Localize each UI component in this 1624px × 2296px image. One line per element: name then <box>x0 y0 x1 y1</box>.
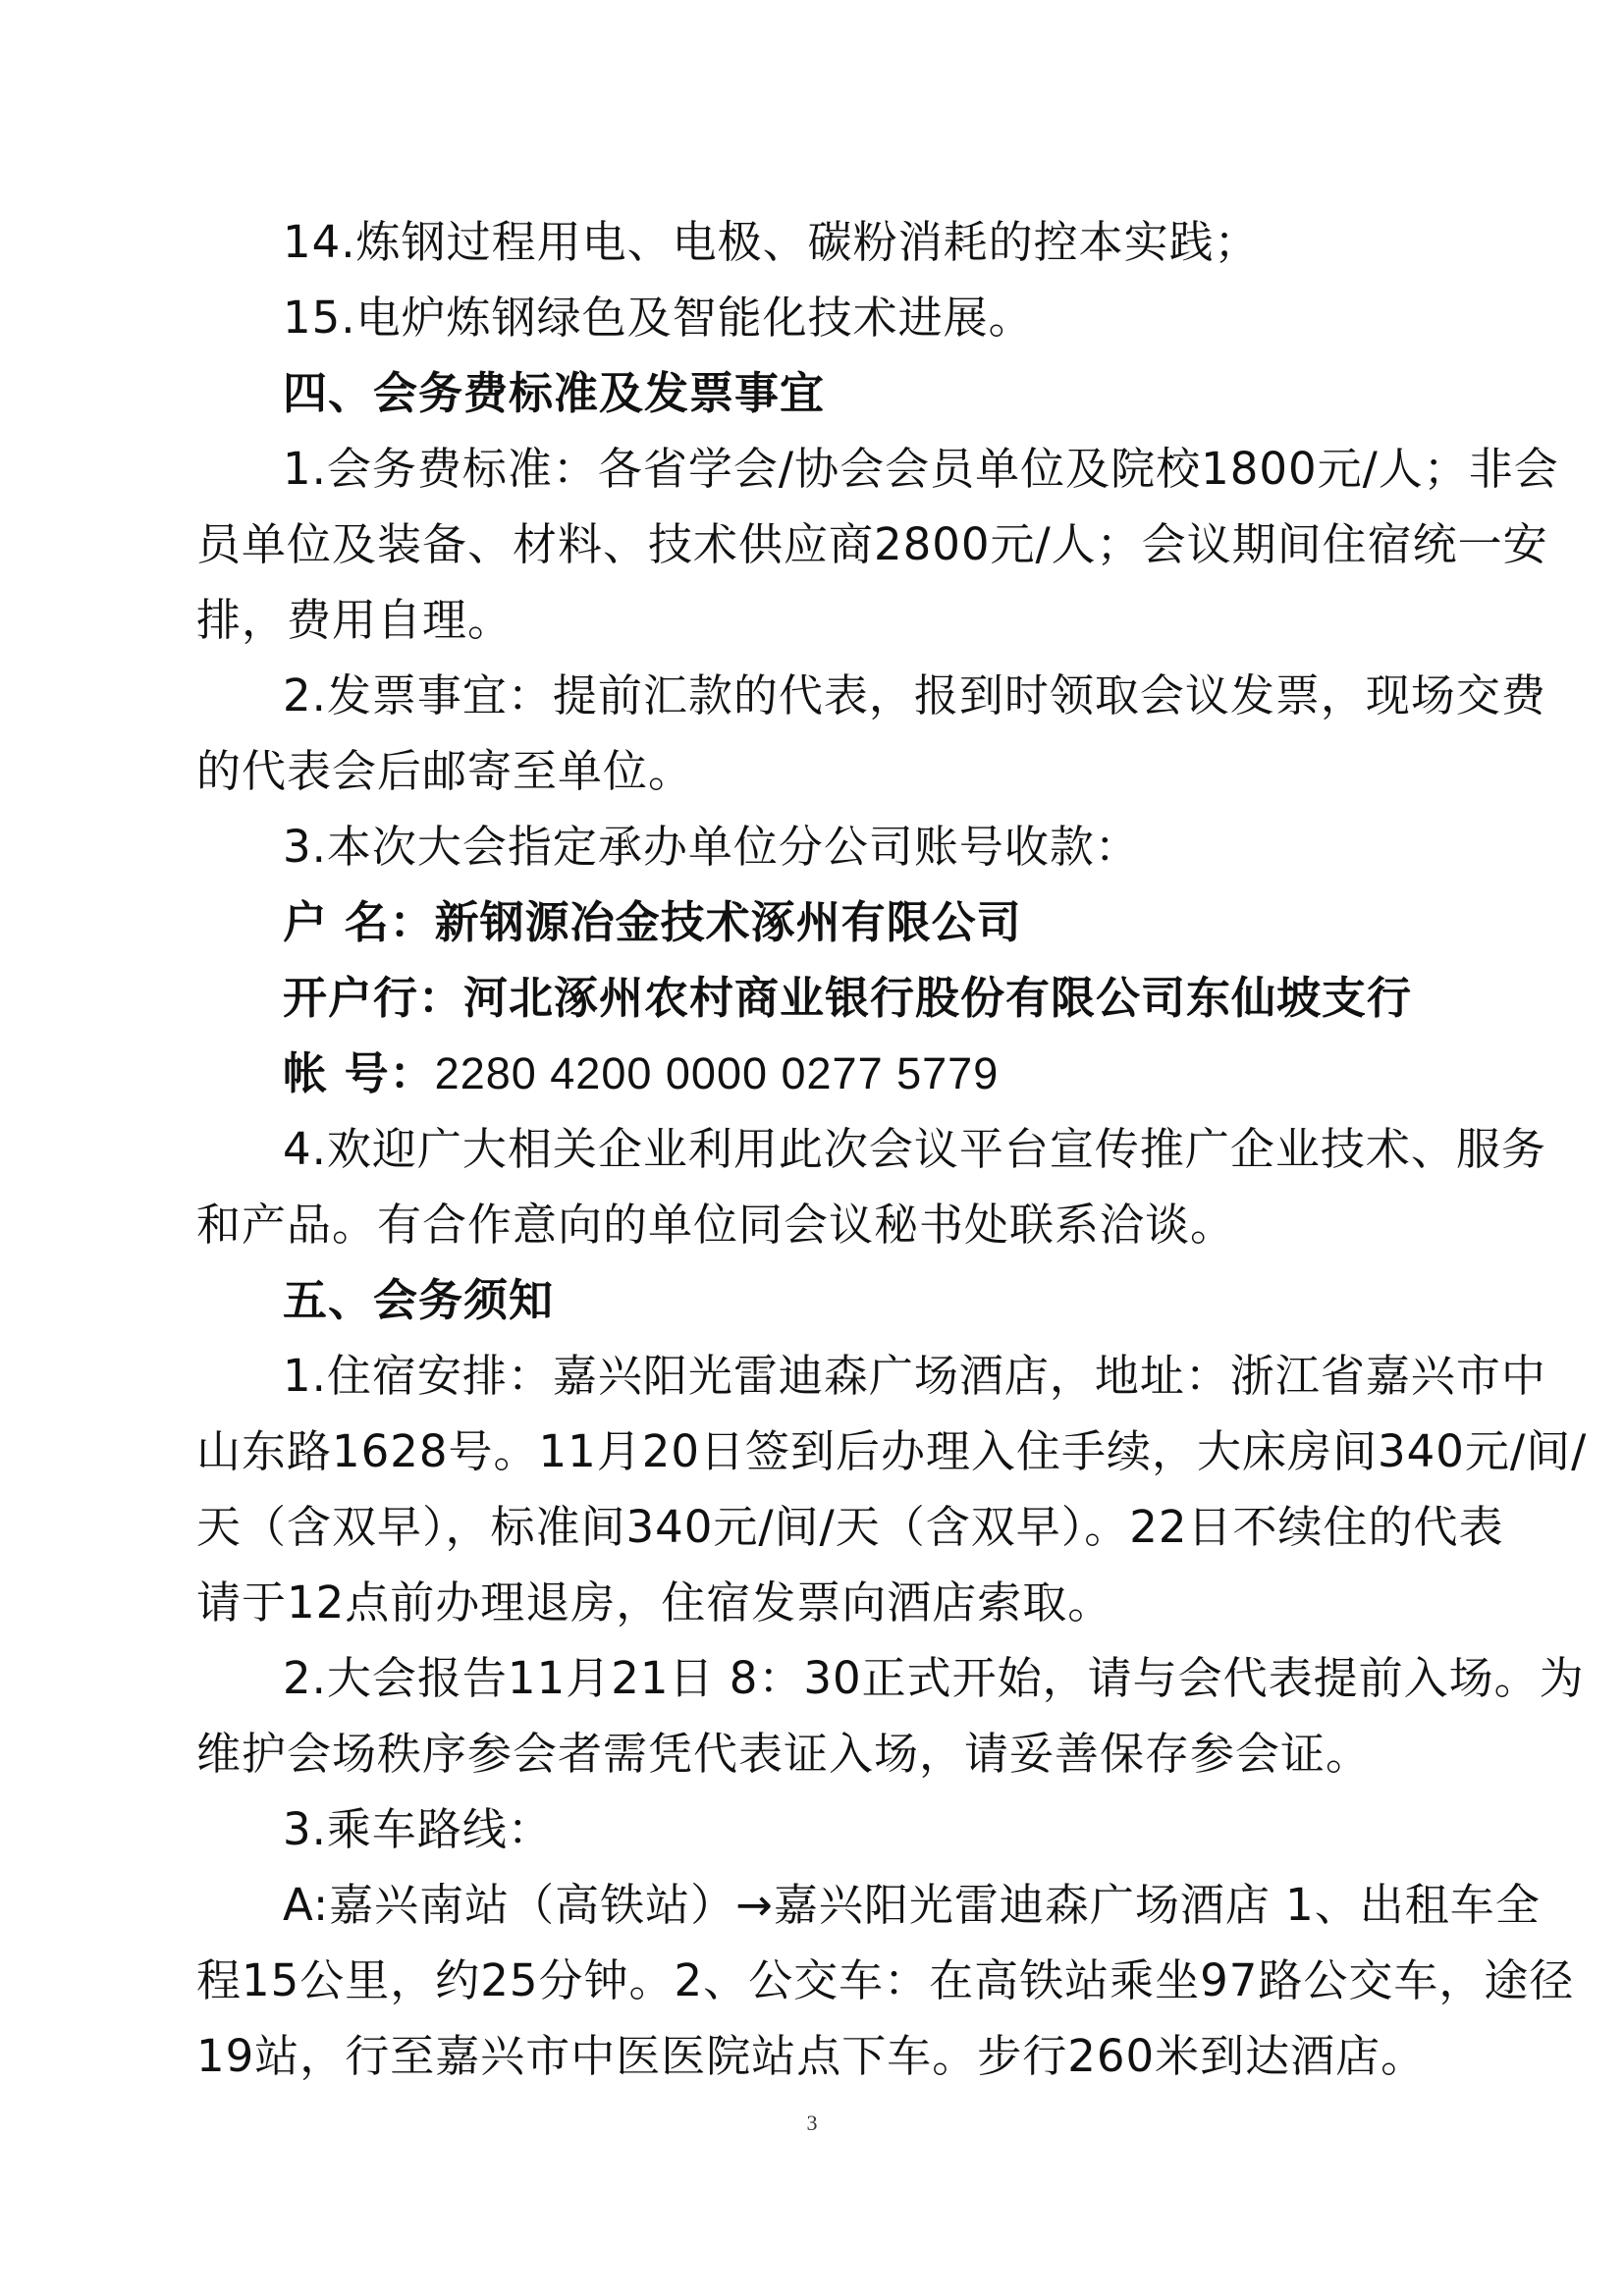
paragraph-line: 1.会务费标准：各省学会/协会会员单位及院校1800元/人；非会 <box>283 443 1559 495</box>
account-number-label: 帐 号： <box>283 1047 435 1099</box>
page-number: 3 <box>806 2110 818 2135</box>
paragraph-line: 1.住宿安排：嘉兴阳光雷迪森广场酒店，地址：浙江省嘉兴市中 <box>283 1350 1546 1402</box>
paragraph-line: 维护会场秩序参会者需凭代表证入场，请妥善保存参会证。 <box>196 1728 1372 1780</box>
section-heading-fees: 四、会务费标准及发票事宜 <box>283 367 826 419</box>
paragraph-line: 4.欢迎广大相关企业利用此次会议平台宣传推广企业技术、服务 <box>283 1123 1546 1175</box>
paragraph-line: 程15公里，约25分钟。2、公交车：在高铁站乘坐97路公交车，途径 <box>196 1954 1575 2006</box>
list-item-14: 14.炼钢过程用电、电极、碳粉消耗的控本实践； <box>283 216 1260 268</box>
paragraph-line: 19站，行至嘉兴市中医医院站点下车。步行260米到达酒店。 <box>196 2030 1427 2082</box>
paragraph-line: A:嘉兴南站（高铁站）→嘉兴阳光雷迪森广场酒店 1、出租车全 <box>283 1879 1541 1931</box>
paragraph-line: 天（含双早），标准间340元/间/天（含双早）。22日不续住的代表 <box>196 1501 1504 1553</box>
account-number-row <box>283 1044 999 1103</box>
list-item-15: 15.电炉炼钢绿色及智能化技术进展。 <box>283 292 1034 344</box>
section-heading-notes: 五、会务须知 <box>283 1274 555 1326</box>
account-name: 户 名：新钢源冶金技术涿州有限公司 <box>283 896 1022 948</box>
paragraph-line: 山东路1628号。11月20日签到后办理入住手续，大床房间340元/间/ <box>196 1425 1588 1477</box>
paragraph-line: 员单位及装备、材料、技术供应商2800元/人；会议期间住宿统一安 <box>196 518 1548 570</box>
paragraph-line: 2.大会报告11月21日 8：30正式开始，请与会代表提前入场。为 <box>283 1652 1585 1704</box>
bank-name: 开户行：河北涿州农村商业银行股份有限公司东仙坡支行 <box>283 972 1413 1024</box>
paragraph-line: 请于12点前办理退房，住宿发票向酒店索取。 <box>196 1576 1113 1629</box>
paragraph-line: 排，费用自理。 <box>196 594 514 646</box>
paragraph-line: 的代表会后邮寄至单位。 <box>196 745 694 797</box>
paragraph-line: 和产品。有合作意向的单位同会议秘书处联系洽谈。 <box>196 1199 1236 1251</box>
account-number: 2280 4200 0000 0277 5779 <box>434 1048 1000 1098</box>
route-title: 3.乘车路线： <box>283 1803 553 1855</box>
paragraph-line: 3.本次大会指定承办单位分公司账号收款： <box>283 821 1140 873</box>
paragraph-line: 2.发票事宜：提前汇款的代表，报到时领取会议发票，现场交费 <box>283 669 1546 721</box>
